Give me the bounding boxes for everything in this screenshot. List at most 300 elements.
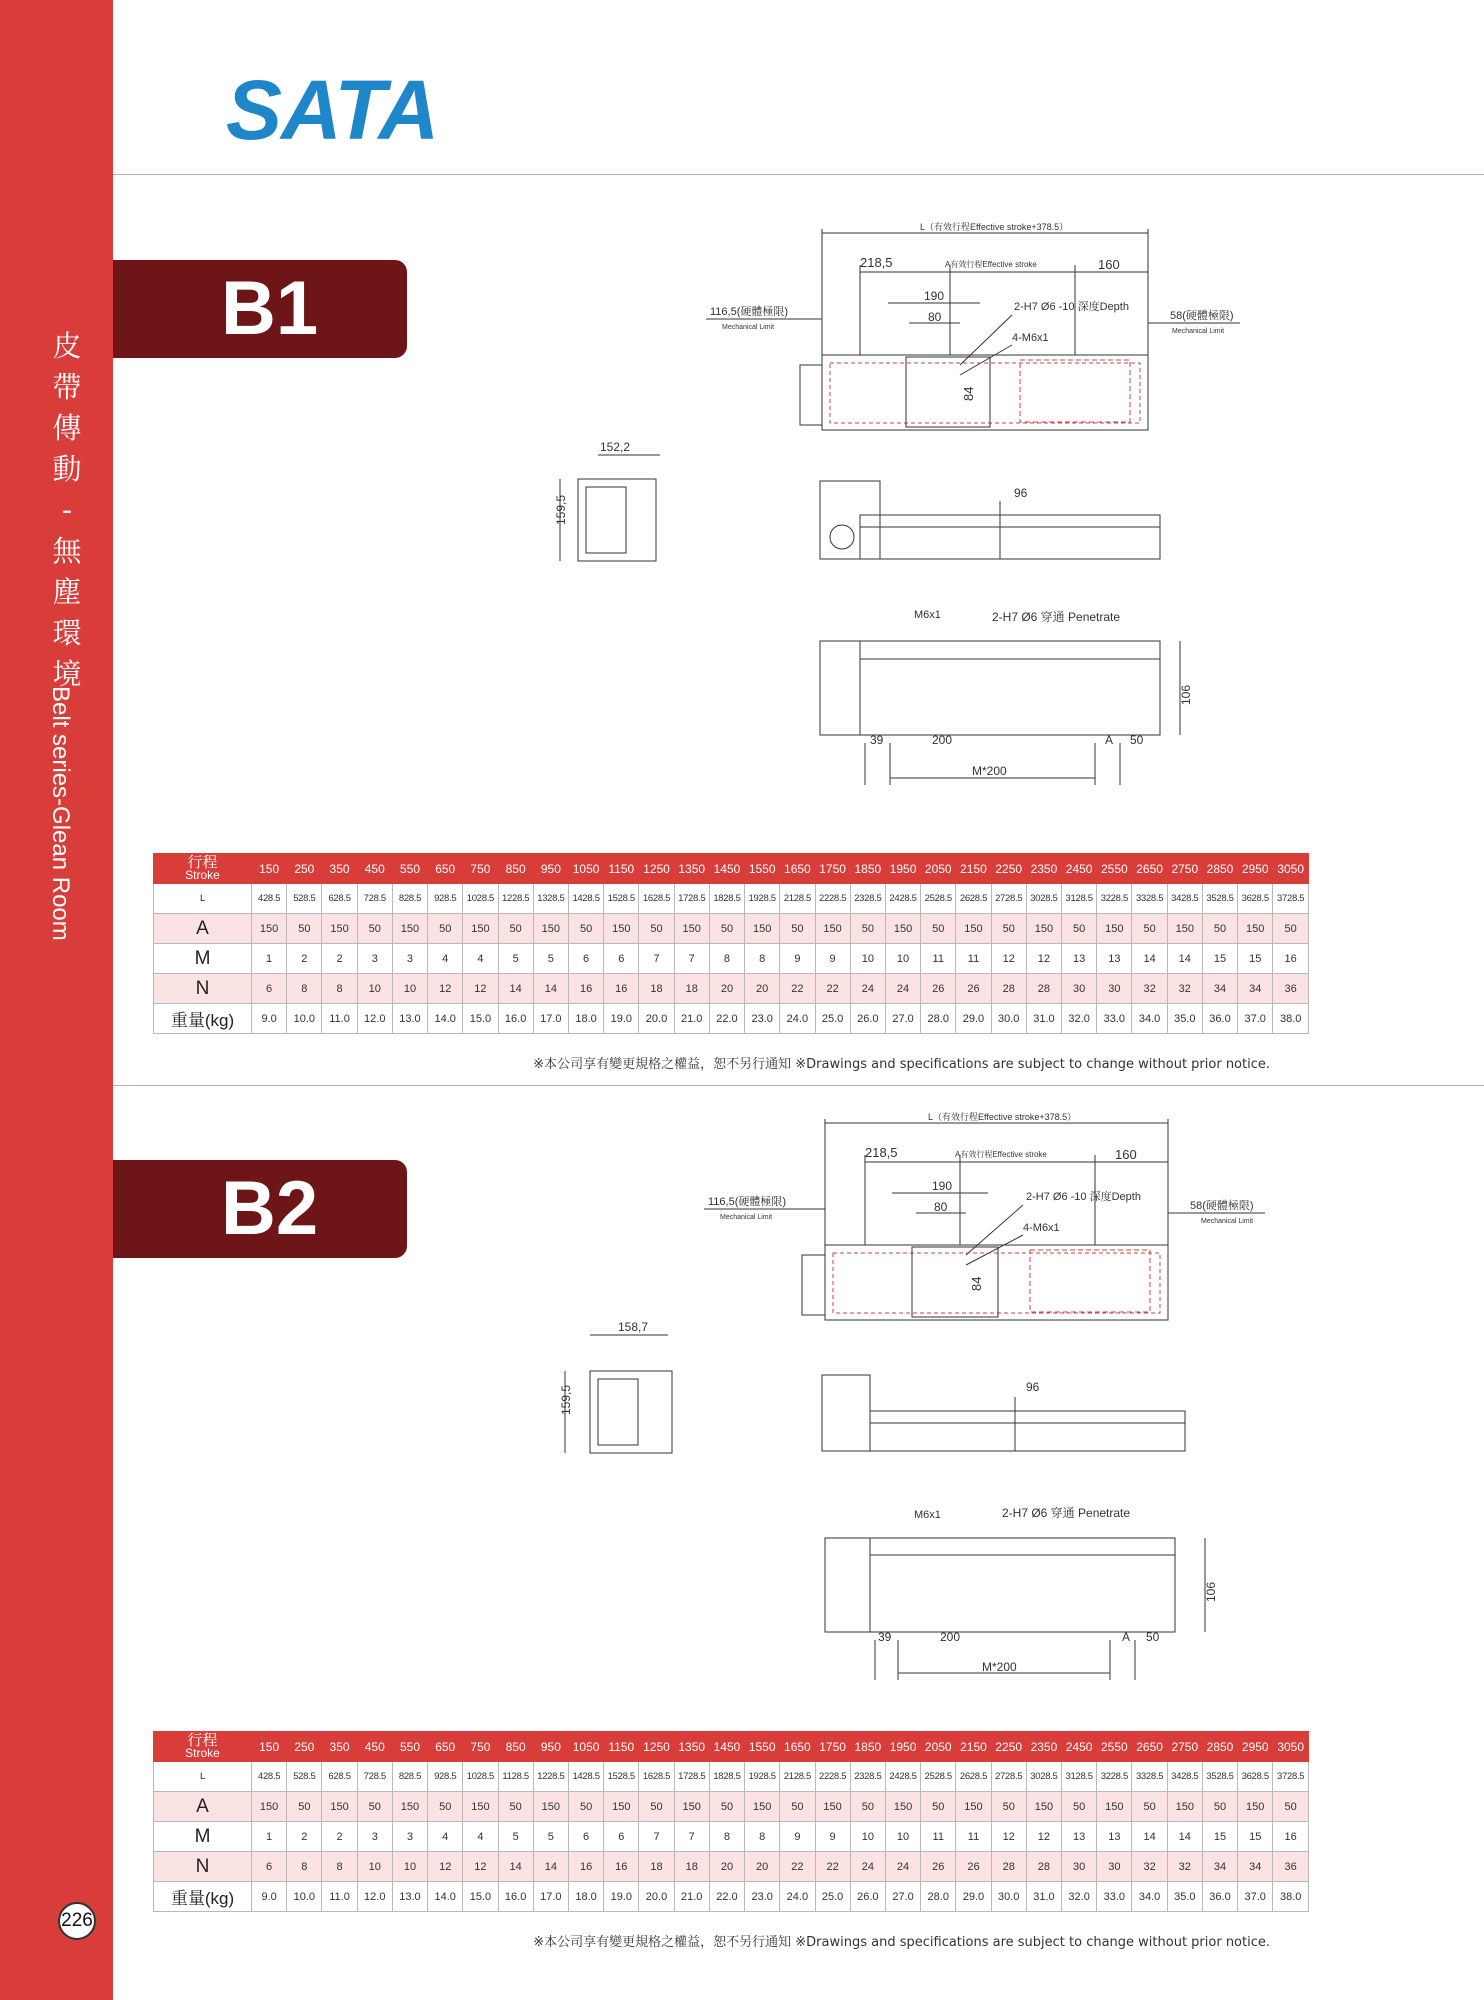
- table-cell: 3228.5: [1097, 884, 1132, 914]
- stroke-cell: 2250: [991, 854, 1026, 884]
- table-cell: 50: [568, 914, 603, 944]
- table-cell: 828.5: [392, 1762, 427, 1792]
- table-cell: 150: [1026, 914, 1061, 944]
- stroke-cell: 150: [252, 854, 287, 884]
- stroke-cell: 1050: [568, 1732, 603, 1762]
- table-cell: 27.0: [885, 1004, 920, 1034]
- table-cell: 1228.5: [498, 884, 533, 914]
- table-cell: 3028.5: [1026, 884, 1061, 914]
- table-cell: 1: [252, 944, 287, 974]
- stroke-cell: 1550: [745, 854, 780, 884]
- row-label: A: [154, 914, 252, 944]
- table-cell: 2: [287, 1822, 322, 1852]
- stroke-cell: 1950: [885, 1732, 920, 1762]
- table-cell: 50: [1062, 914, 1097, 944]
- table-cell: 12: [1026, 1822, 1061, 1852]
- stroke-cell: 2050: [921, 1732, 956, 1762]
- b1-dim-58-en: Mechanical Limit: [1172, 328, 1225, 335]
- table-cell: 1828.5: [709, 1762, 744, 1792]
- table-cell: 30: [1062, 1852, 1097, 1882]
- table-cell: 14: [1167, 1822, 1202, 1852]
- table-cell: 34.0: [1132, 1004, 1167, 1034]
- stroke-cell: 350: [322, 1732, 357, 1762]
- table-cell: 50: [1132, 914, 1167, 944]
- table-cell: 29.0: [956, 1882, 991, 1912]
- table-cell: 3628.5: [1238, 884, 1273, 914]
- table-cell: 16: [568, 974, 603, 1004]
- stroke-cell: 550: [392, 1732, 427, 1762]
- table-cell: 24: [885, 974, 920, 1004]
- table-cell: 30.0: [991, 1882, 1026, 1912]
- table-cell: 2228.5: [815, 1762, 850, 1792]
- table-cell: 27.0: [885, 1882, 920, 1912]
- table-cell: 2: [322, 944, 357, 974]
- table-cell: 36.0: [1202, 1882, 1237, 1912]
- b1-dim-a: A有效行程Effective stroke: [945, 260, 1037, 269]
- table-cell: 20: [709, 974, 744, 1004]
- table-cell: 11: [921, 1822, 956, 1852]
- row-label: L: [154, 1762, 252, 1792]
- table-cell: 34.0: [1132, 1882, 1167, 1912]
- table-cell: 2628.5: [956, 1762, 991, 1792]
- stroke-cell: 2450: [1062, 1732, 1097, 1762]
- table-cell: 15: [1202, 1822, 1237, 1852]
- table-cell: 32: [1167, 1852, 1202, 1882]
- table-cell: 1728.5: [674, 884, 709, 914]
- stroke-header: 行程 Stroke: [154, 854, 252, 884]
- stroke-cell: 250: [287, 1732, 322, 1762]
- table-cell: 1728.5: [674, 1762, 709, 1792]
- table-row: [154, 1822, 1309, 1852]
- stroke-cell: 1650: [780, 1732, 815, 1762]
- table-cell: 24.0: [780, 1004, 815, 1034]
- table-cell: 8: [709, 944, 744, 974]
- table-cell: 9: [815, 1822, 850, 1852]
- table-cell: 28.0: [921, 1004, 956, 1034]
- b2-dim-50: 50: [1146, 1630, 1160, 1644]
- table-cell: 10: [885, 1822, 920, 1852]
- table-cell: 8: [287, 974, 322, 1004]
- table-cell: 2428.5: [885, 1762, 920, 1792]
- table-cell: 26.0: [850, 1882, 885, 1912]
- table-cell: 26: [921, 1852, 956, 1882]
- page-number: 226: [58, 1902, 96, 1940]
- table-cell: 8: [287, 1852, 322, 1882]
- table-cell: 1828.5: [709, 884, 744, 914]
- table-cell: 3: [357, 944, 392, 974]
- table-cell: 150: [956, 1792, 991, 1822]
- stroke-cell: 950: [533, 854, 568, 884]
- table-cell: 3128.5: [1062, 1762, 1097, 1792]
- stroke-cell: 1450: [709, 1732, 744, 1762]
- table-cell: 1428.5: [568, 1762, 603, 1792]
- table-cell: 1928.5: [745, 884, 780, 914]
- b1-dim-84: 84: [961, 386, 976, 401]
- table-cell: 32.0: [1062, 1882, 1097, 1912]
- table-cell: 11: [956, 1822, 991, 1852]
- b1-dim-218: 218,5: [860, 255, 893, 270]
- table-cell: 13: [1097, 944, 1132, 974]
- table-cell: 2128.5: [780, 884, 815, 914]
- table-cell: 8: [322, 1852, 357, 1882]
- row-label: M: [154, 944, 252, 974]
- table-cell: 22: [780, 974, 815, 1004]
- table-cell: 16: [1273, 1822, 1309, 1852]
- table-cell: 6: [568, 1822, 603, 1852]
- table-cell: 24: [850, 974, 885, 1004]
- table-cell: 15: [1238, 944, 1273, 974]
- stroke-cell: 850: [498, 1732, 533, 1762]
- table-row: [154, 914, 1309, 944]
- table-cell: 50: [287, 914, 322, 944]
- table-cell: 14: [1167, 944, 1202, 974]
- table-cell: 2: [322, 1822, 357, 1852]
- stroke-cell: 1250: [639, 854, 674, 884]
- b1-dim-190: 190: [924, 289, 945, 303]
- table-cell: 16: [1273, 944, 1309, 974]
- table-cell: 24.0: [780, 1882, 815, 1912]
- table-cell: 3428.5: [1167, 1762, 1202, 1792]
- b1-notice: ※本公司享有變更規格之權益，恕不另行通知 ※Drawings and specifications are subject to change without prior notice.: [533, 1057, 1270, 1072]
- stroke-cell: 2350: [1026, 854, 1061, 884]
- table-cell: 2328.5: [850, 1762, 885, 1792]
- table-cell: 12: [428, 974, 463, 1004]
- table-cell: 50: [287, 1792, 322, 1822]
- stroke-cell: 150: [252, 1732, 287, 1762]
- table-cell: 35.0: [1167, 1882, 1202, 1912]
- stroke-cell: 2950: [1238, 1732, 1273, 1762]
- b2-dim-160: 160: [1115, 1147, 1137, 1162]
- table-cell: 50: [1202, 914, 1237, 944]
- table-cell: 18.0: [568, 1004, 603, 1034]
- table-cell: 34: [1238, 974, 1273, 1004]
- b1-dim-96: 96: [1014, 486, 1028, 500]
- table-cell: 22: [815, 974, 850, 1004]
- stroke-cell: 750: [463, 1732, 498, 1762]
- table-cell: 50: [991, 1792, 1026, 1822]
- b1-dim-116: 116,5(硬體極限): [710, 306, 789, 318]
- table-cell: 8: [322, 974, 357, 1004]
- table-cell: 50: [709, 914, 744, 944]
- table-cell: 10: [885, 944, 920, 974]
- table-cell: 3628.5: [1238, 1762, 1273, 1792]
- model-tab-b1: B1: [113, 260, 407, 358]
- stroke-cell: 2750: [1167, 854, 1202, 884]
- table-cell: 20: [745, 974, 780, 1004]
- table-row: [154, 1882, 1309, 1912]
- table-cell: 16.0: [498, 1882, 533, 1912]
- stroke-cell: 650: [428, 1732, 463, 1762]
- table-cell: 3328.5: [1132, 1762, 1167, 1792]
- table-cell: 21.0: [674, 1882, 709, 1912]
- stroke-cell: 2650: [1132, 854, 1167, 884]
- table-cell: 428.5: [252, 884, 287, 914]
- table-cell: 150: [885, 914, 920, 944]
- table-row: [154, 944, 1309, 974]
- table-row: [154, 1762, 1309, 1792]
- table-cell: 150: [604, 914, 639, 944]
- table-cell: 50: [850, 1792, 885, 1822]
- table-cell: 150: [604, 1792, 639, 1822]
- stroke-cell: 850: [498, 854, 533, 884]
- table-cell: 14: [1132, 1822, 1167, 1852]
- table-cell: 50: [780, 914, 815, 944]
- table-cell: 50: [1132, 1792, 1167, 1822]
- stroke-cell: 2350: [1026, 1732, 1061, 1762]
- table-cell: 150: [1167, 914, 1202, 944]
- sidebar: [0, 0, 113, 2000]
- row-label: N: [154, 1852, 252, 1882]
- header-divider: [113, 174, 1484, 175]
- table-cell: 20.0: [639, 1004, 674, 1034]
- table-cell: 5: [498, 1822, 533, 1852]
- model-tab-b2: B2: [113, 1160, 407, 1258]
- b2-dim-width: 158,7: [618, 1320, 649, 1334]
- b1-dim-39: 39: [870, 733, 884, 747]
- b2-dim-58-en: Mechanical Limit: [1201, 1218, 1254, 1225]
- table-cell: 12: [991, 944, 1026, 974]
- sidebar-title-en: Belt series-Glean Room: [47, 686, 74, 941]
- b1-dim-200: 200: [932, 733, 953, 747]
- table-cell: 50: [428, 1792, 463, 1822]
- table-cell: 14.0: [428, 1004, 463, 1034]
- table-cell: 3728.5: [1273, 1762, 1309, 1792]
- stroke-cell: 1950: [885, 854, 920, 884]
- table-cell: 150: [1097, 914, 1132, 944]
- table-cell: 7: [674, 944, 709, 974]
- stroke-cell: 2450: [1062, 854, 1097, 884]
- table-cell: 37.0: [1238, 1004, 1273, 1034]
- table-cell: 14: [498, 1852, 533, 1882]
- stroke-cell: 750: [463, 854, 498, 884]
- table-cell: 2128.5: [780, 1762, 815, 1792]
- table-cell: 3328.5: [1132, 884, 1167, 914]
- table-cell: 7: [674, 1822, 709, 1852]
- table-cell: 34: [1238, 1852, 1273, 1882]
- stroke-cell: 1750: [815, 854, 850, 884]
- table-cell: 150: [533, 914, 568, 944]
- table-cell: 2628.5: [956, 884, 991, 914]
- table-cell: 10: [850, 944, 885, 974]
- stroke-cell: 1250: [639, 1732, 674, 1762]
- table-cell: 28: [991, 1852, 1026, 1882]
- table-cell: 26: [956, 974, 991, 1004]
- table-cell: 1028.5: [463, 1762, 498, 1792]
- table-cell: 150: [392, 1792, 427, 1822]
- stroke-cell: 1150: [604, 1732, 639, 1762]
- stroke-cell: 1650: [780, 854, 815, 884]
- section-divider: [113, 1085, 1484, 1086]
- b1-dim-58: 58(硬體極限): [1170, 310, 1234, 322]
- table-cell: 50: [428, 914, 463, 944]
- table-cell: 30: [1097, 974, 1132, 1004]
- table-cell: 12: [428, 1852, 463, 1882]
- stroke-cell: 2950: [1238, 854, 1273, 884]
- table-cell: 25.0: [815, 1004, 850, 1034]
- table-cell: 4: [463, 944, 498, 974]
- table-cell: 36: [1273, 974, 1309, 1004]
- table-cell: 15: [1238, 1822, 1273, 1852]
- table-cell: 150: [674, 1792, 709, 1822]
- table-cell: 1528.5: [604, 884, 639, 914]
- b1-dim-159: 159,5: [554, 494, 568, 525]
- table-cell: 22: [815, 1852, 850, 1882]
- table-cell: 30: [1097, 1852, 1132, 1882]
- table-cell: 5: [533, 1822, 568, 1852]
- table-row: [154, 1792, 1309, 1822]
- table-cell: 2328.5: [850, 884, 885, 914]
- table-cell: 20: [745, 1852, 780, 1882]
- table-cell: 4: [428, 1822, 463, 1852]
- table-cell: 10: [392, 1852, 427, 1882]
- table-cell: 150: [745, 914, 780, 944]
- table-cell: 7: [639, 1822, 674, 1852]
- b1-h7-depth: 2-H7 Ø6 -10 深度Depth: [1014, 301, 1129, 313]
- b1-dim-m200: M*200: [972, 764, 1007, 778]
- table-cell: 528.5: [287, 1762, 322, 1792]
- table-cell: 8: [745, 944, 780, 974]
- table-cell: 628.5: [322, 1762, 357, 1792]
- stroke-cell: 2550: [1097, 854, 1132, 884]
- stroke-cell: 350: [322, 854, 357, 884]
- table-cell: 50: [357, 914, 392, 944]
- table-cell: 50: [568, 1792, 603, 1822]
- table-cell: 12.0: [357, 1004, 392, 1034]
- table-cell: 24: [850, 1852, 885, 1882]
- table-cell: 50: [498, 914, 533, 944]
- table-cell: 3728.5: [1273, 884, 1309, 914]
- stroke-cell: 1450: [709, 854, 744, 884]
- table-cell: 19.0: [604, 1004, 639, 1034]
- b2-dim-116-en: Mechanical Limit: [720, 1214, 773, 1221]
- table-row: [154, 884, 1309, 914]
- b2-drawing: [520, 1105, 1254, 1695]
- stroke-cell: 2650: [1132, 1732, 1167, 1762]
- stroke-cell: 2550: [1097, 1732, 1132, 1762]
- stroke-cell: 2850: [1202, 854, 1237, 884]
- table-cell: 150: [463, 1792, 498, 1822]
- table-cell: 36: [1273, 1852, 1309, 1882]
- sidebar-title-cn: 皮 帶 傳 動 - 無 塵 環 境: [52, 329, 82, 691]
- table-cell: 18: [639, 1852, 674, 1882]
- b2-dim-39: 39: [878, 1630, 892, 1644]
- table-cell: 17.0: [533, 1004, 568, 1034]
- table-cell: 50: [357, 1792, 392, 1822]
- table-cell: 150: [252, 914, 287, 944]
- table-cell: 9.0: [252, 1882, 287, 1912]
- table-cell: 150: [1167, 1792, 1202, 1822]
- table-cell: 6: [252, 1852, 287, 1882]
- stroke-cell: 3050: [1273, 1732, 1309, 1762]
- b2-dim-159: 159,5: [559, 1384, 573, 1415]
- table-cell: 2528.5: [921, 884, 956, 914]
- b1-dim-width: 152,2: [600, 440, 631, 454]
- table-cell: 12: [463, 974, 498, 1004]
- table-cell: 20: [709, 1852, 744, 1882]
- table-cell: 28: [991, 974, 1026, 1004]
- table-cell: 1428.5: [568, 884, 603, 914]
- table-cell: 150: [1238, 1792, 1273, 1822]
- table-cell: 33.0: [1097, 1004, 1132, 1034]
- b2-dim-200: 200: [940, 1630, 961, 1644]
- table-cell: 34: [1202, 974, 1237, 1004]
- table-cell: 18.0: [568, 1882, 603, 1912]
- table-cell: 928.5: [428, 884, 463, 914]
- table-cell: 150: [322, 914, 357, 944]
- table-cell: 50: [850, 914, 885, 944]
- table-cell: 10: [357, 1852, 392, 1882]
- b1-dim-106: 106: [1179, 684, 1193, 705]
- table-cell: 3: [392, 1822, 427, 1852]
- stroke-cell: 1550: [745, 1732, 780, 1762]
- table-cell: 1228.5: [533, 1762, 568, 1792]
- table-cell: 13: [1097, 1822, 1132, 1852]
- table-cell: 50: [639, 1792, 674, 1822]
- row-label: 重量(kg): [154, 1004, 252, 1034]
- table-cell: 7: [639, 944, 674, 974]
- stroke-cell: 2850: [1202, 1732, 1237, 1762]
- table-cell: 32: [1132, 974, 1167, 1004]
- stroke-cell: 2250: [991, 1732, 1026, 1762]
- b2-h7-pen: 2-H7 Ø6 穿通 Penetrate: [1002, 1506, 1131, 1520]
- table-cell: 38.0: [1273, 1004, 1309, 1034]
- stroke-cell: 250: [287, 854, 322, 884]
- table-cell: 728.5: [357, 1762, 392, 1792]
- table-cell: 50: [991, 914, 1026, 944]
- table-cell: 23.0: [745, 1882, 780, 1912]
- table-cell: 10.0: [287, 1004, 322, 1034]
- table-cell: 150: [815, 914, 850, 944]
- table-cell: 15.0: [463, 1882, 498, 1912]
- row-label: 重量(kg): [154, 1882, 252, 1912]
- table-cell: 2428.5: [885, 884, 920, 914]
- table-cell: 10: [850, 1822, 885, 1852]
- stroke-cell: 2050: [921, 854, 956, 884]
- table-cell: 31.0: [1026, 1882, 1061, 1912]
- brand-logo: SATA: [226, 63, 439, 157]
- table-cell: 12.0: [357, 1882, 392, 1912]
- row-label: M: [154, 1822, 252, 1852]
- table-row: [154, 854, 1309, 884]
- table-cell: 3428.5: [1167, 884, 1202, 914]
- stroke-cell: 1350: [674, 854, 709, 884]
- stroke-cell: 2750: [1167, 1732, 1202, 1762]
- b2-m6x1-4: 4-M6x1: [1023, 1222, 1060, 1234]
- table-cell: 4: [463, 1822, 498, 1852]
- table-cell: 16: [604, 974, 639, 1004]
- table-cell: 31.0: [1026, 1004, 1061, 1034]
- b2-dim-80: 80: [934, 1200, 948, 1214]
- table-row: [154, 1732, 1309, 1762]
- stroke-cell: 1750: [815, 1732, 850, 1762]
- table-cell: 528.5: [287, 884, 322, 914]
- table-cell: 50: [1062, 1792, 1097, 1822]
- stroke-cell: 1850: [850, 1732, 885, 1762]
- table-cell: 1028.5: [463, 884, 498, 914]
- table-cell: 26: [921, 974, 956, 1004]
- table-cell: 50: [1273, 1792, 1309, 1822]
- table-cell: 1: [252, 1822, 287, 1852]
- table-cell: 2528.5: [921, 1762, 956, 1792]
- table-cell: 30.0: [991, 1004, 1026, 1034]
- table-cell: 5: [498, 944, 533, 974]
- table-row: [154, 1004, 1309, 1034]
- table-cell: 150: [1026, 1792, 1061, 1822]
- table-cell: 5: [533, 944, 568, 974]
- b2-dim-190: 190: [932, 1179, 953, 1193]
- table-cell: 150: [463, 914, 498, 944]
- table-cell: 150: [392, 914, 427, 944]
